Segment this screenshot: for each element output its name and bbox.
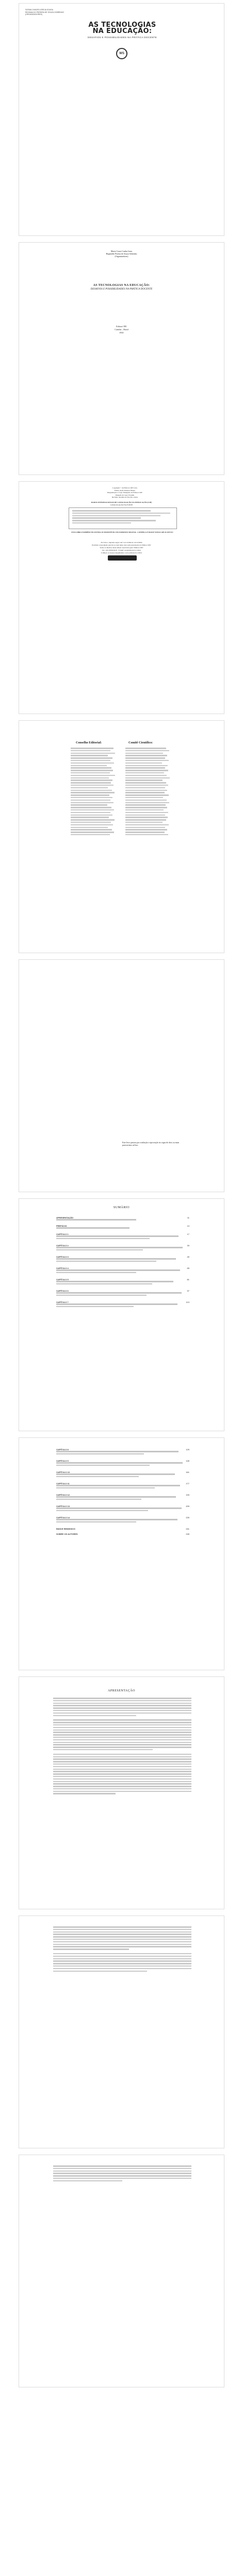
contact-line4: Tel.: (41) 3039-6418 - E-mail: sac@editoracrv.com.br bbox=[102, 549, 141, 551]
copyright-line4: Imagem de Capa: Freepik bbox=[115, 494, 135, 496]
copyright-line5: Revisão: Analista de Escrita e Artes bbox=[111, 496, 138, 498]
toc-item-page: 225 bbox=[186, 1516, 189, 1519]
toc-item-page: 193 bbox=[186, 1494, 189, 1496]
council-left-heading: Conselho Editorial: bbox=[76, 741, 102, 744]
contact-line1: Foi feito o depósito legal conf. Lei 10.994 de 14/12/2004 bbox=[101, 541, 142, 544]
review-note: Este livro passou por avaliação e aprovação às cegas de dois ou mais pareceristas ad hoc. bbox=[122, 1141, 180, 1146]
toc-item bbox=[56, 1290, 189, 1297]
toc-item-label: CAPÍTULO 7 bbox=[56, 1301, 69, 1303]
body-page-10 bbox=[19, 2155, 224, 2387]
toc-item-page: 245 bbox=[186, 1533, 189, 1535]
toc-item bbox=[56, 1244, 189, 1251]
toc-item bbox=[56, 1471, 189, 1478]
toc-item-page: 145 bbox=[186, 1460, 189, 1462]
toc-item-label: CAPÍTULO 11 bbox=[56, 1482, 70, 1485]
toc-item-label: CAPÍTULO 10 bbox=[56, 1471, 70, 1473]
toc-item bbox=[56, 1267, 189, 1274]
toc-page-2 bbox=[19, 1437, 224, 1670]
toc-item-label: CAPÍTULO 8 bbox=[56, 1448, 69, 1451]
organizer-name-1: Maria Coura Cunha Lima bbox=[110, 250, 133, 252]
toc-item bbox=[56, 1448, 189, 1455]
top-label-line2: REGINALDO PEREIRA DE SOUZA SOBRINHO bbox=[25, 11, 64, 13]
cover-page bbox=[19, 3, 224, 236]
inner-title-line2: NA EDUCAÇÃO: bbox=[124, 284, 150, 287]
toc-item-label: PREFÁCIO bbox=[56, 1225, 67, 1227]
toc-item-page: 161 bbox=[186, 1471, 189, 1473]
cover-title-line1: AS TECNOLOGIAS bbox=[88, 21, 156, 29]
toc-item bbox=[56, 1256, 189, 1263]
toc-item bbox=[56, 1505, 189, 1512]
toc-item-page: 11 bbox=[187, 1216, 189, 1219]
council-left-list bbox=[71, 748, 117, 837]
organizer-name-2: Reginaldo Pereira de Souza Sobrinho bbox=[106, 252, 137, 255]
cover-top-label bbox=[25, 9, 64, 16]
toc-item bbox=[56, 1301, 189, 1308]
toc-item-page: 17 bbox=[187, 1233, 189, 1235]
toc-item-label: CAPÍTULO 3 bbox=[56, 1256, 69, 1258]
copyright-line1: Copyright © da Editora CRV Ltda. bbox=[112, 487, 138, 489]
body-text bbox=[53, 1926, 191, 1973]
toc-item bbox=[56, 1528, 189, 1530]
toc-item bbox=[56, 1225, 189, 1230]
review-note-page bbox=[19, 959, 224, 1192]
toc-item-label: ÍNDICE REMISSIVO bbox=[56, 1528, 75, 1530]
toc-item-page: 129 bbox=[186, 1448, 189, 1451]
toc-heading: SUMÁRIO bbox=[113, 1206, 130, 1209]
toc-item-page: 97 bbox=[187, 1290, 189, 1292]
toc-item bbox=[56, 1233, 189, 1240]
council-right-heading: Comitê Científico: bbox=[128, 741, 153, 744]
toc-item bbox=[56, 1494, 189, 1501]
cover-title-block bbox=[81, 22, 164, 39]
toc-item-label: CAPÍTULO 13 bbox=[56, 1505, 70, 1507]
toc-item-label: CAPÍTULO 2 bbox=[56, 1244, 69, 1247]
catalog-page bbox=[19, 481, 224, 714]
copyright-block bbox=[91, 487, 158, 499]
publisher-name: Editora CRV bbox=[116, 325, 127, 328]
toc-item bbox=[56, 1482, 189, 1489]
inner-title-line1: AS TECNOLOGIAS bbox=[93, 284, 123, 287]
toc-item bbox=[56, 1533, 189, 1535]
toc-item-page: 81 bbox=[187, 1278, 189, 1281]
catalog-subheading: CATALOGAÇÃO NA FONTE bbox=[110, 504, 133, 506]
toc-item-page: 209 bbox=[186, 1505, 189, 1507]
toc-page-1 bbox=[19, 1198, 224, 1431]
toc-item-label: SOBRE OS AUTORES bbox=[56, 1533, 78, 1535]
isbn-note: ESTA OBRA TAMBÉM ENCONTRA-SE DISPONÍVEL EM FORMATO DIGITAL. CONHEÇA E BAIXE NOSSO APLICATIVO! bbox=[71, 531, 173, 533]
council-page bbox=[19, 720, 224, 953]
publisher-city: Curitiba – Brasil bbox=[115, 328, 128, 331]
toc-item-label: CAPÍTULO 1 bbox=[56, 1233, 69, 1235]
cover-subtitle: DESAFIOS E POSSIBILIDADES NA PRÁTICA DOCENTE bbox=[87, 36, 157, 39]
toc-item bbox=[56, 1278, 189, 1285]
presentation-body bbox=[53, 1698, 191, 1795]
catalog-heading: DADOS INTERNACIONAIS DE CATALOGAÇÃO NA PUBLICAÇÃO (CIP) bbox=[91, 501, 152, 503]
publisher-year: 2024 bbox=[119, 331, 124, 334]
copyright-line3: Diagramação e Capa: Designers da Editora CRV bbox=[107, 492, 143, 494]
contact-line5: Conheça os nossos lançamentos: www.editoracrv.com.br bbox=[101, 552, 142, 554]
top-label-line3: (ORGANIZADORES) bbox=[25, 13, 43, 15]
inner-title bbox=[19, 284, 224, 287]
toc-item-page: 33 bbox=[187, 1244, 189, 1247]
cover-title-line2: NA EDUCAÇÃO: bbox=[92, 27, 152, 35]
contact-line3: Todos os direitos desta edição reservados pela: Editora CRV bbox=[100, 547, 143, 549]
publisher-logo: WS bbox=[116, 48, 127, 59]
organizers-label: (Organizadores) bbox=[115, 255, 128, 258]
toc-item-page: 65 bbox=[187, 1267, 189, 1269]
toc-item-label: CAPÍTULO 4 bbox=[56, 1267, 69, 1269]
body-text bbox=[53, 2165, 191, 2183]
app-store-badge bbox=[108, 555, 137, 561]
council-right-list bbox=[125, 748, 172, 837]
toc-item-label: CAPÍTULO 12 bbox=[56, 1494, 70, 1496]
toc-item bbox=[56, 1216, 189, 1222]
toc-item-label: CAPÍTULO 6 bbox=[56, 1290, 69, 1292]
toc-item-page: 49 bbox=[187, 1256, 189, 1258]
toc-item bbox=[56, 1516, 189, 1523]
toc-item-page: 13 bbox=[187, 1225, 189, 1227]
presentation-page bbox=[19, 1676, 224, 1909]
contact-line2: Proibida a reprodução parcial ou total desta obra sem autorização da Editora CRV bbox=[92, 544, 151, 546]
toc-item-label: CAPÍTULO 9 bbox=[56, 1460, 69, 1462]
copyright-line2: Editor-chefe: Railson Moura bbox=[114, 489, 136, 492]
toc-item-page: 177 bbox=[186, 1482, 189, 1485]
toc-item-label: APRESENTAÇÃO bbox=[56, 1216, 74, 1219]
body-page-9 bbox=[19, 1916, 224, 2148]
toc-item-page: 241 bbox=[186, 1528, 189, 1530]
catalog-card bbox=[69, 507, 177, 529]
toc-item-page: 113 bbox=[186, 1301, 189, 1303]
toc-item-label: CAPÍTULO 5 bbox=[56, 1278, 69, 1281]
title-page bbox=[19, 242, 224, 475]
toc-item-label: CAPÍTULO 14 bbox=[56, 1516, 70, 1519]
inner-subtitle: DESAFIOS E POSSIBILIDADES NA PRÁTICA DOCENTE bbox=[90, 288, 153, 291]
presentation-heading: APRESENTAÇÃO bbox=[108, 1689, 135, 1692]
top-label-line1: FATIMA CHAVES IGREJA SOUSA bbox=[25, 9, 53, 11]
toc-item bbox=[56, 1460, 189, 1467]
